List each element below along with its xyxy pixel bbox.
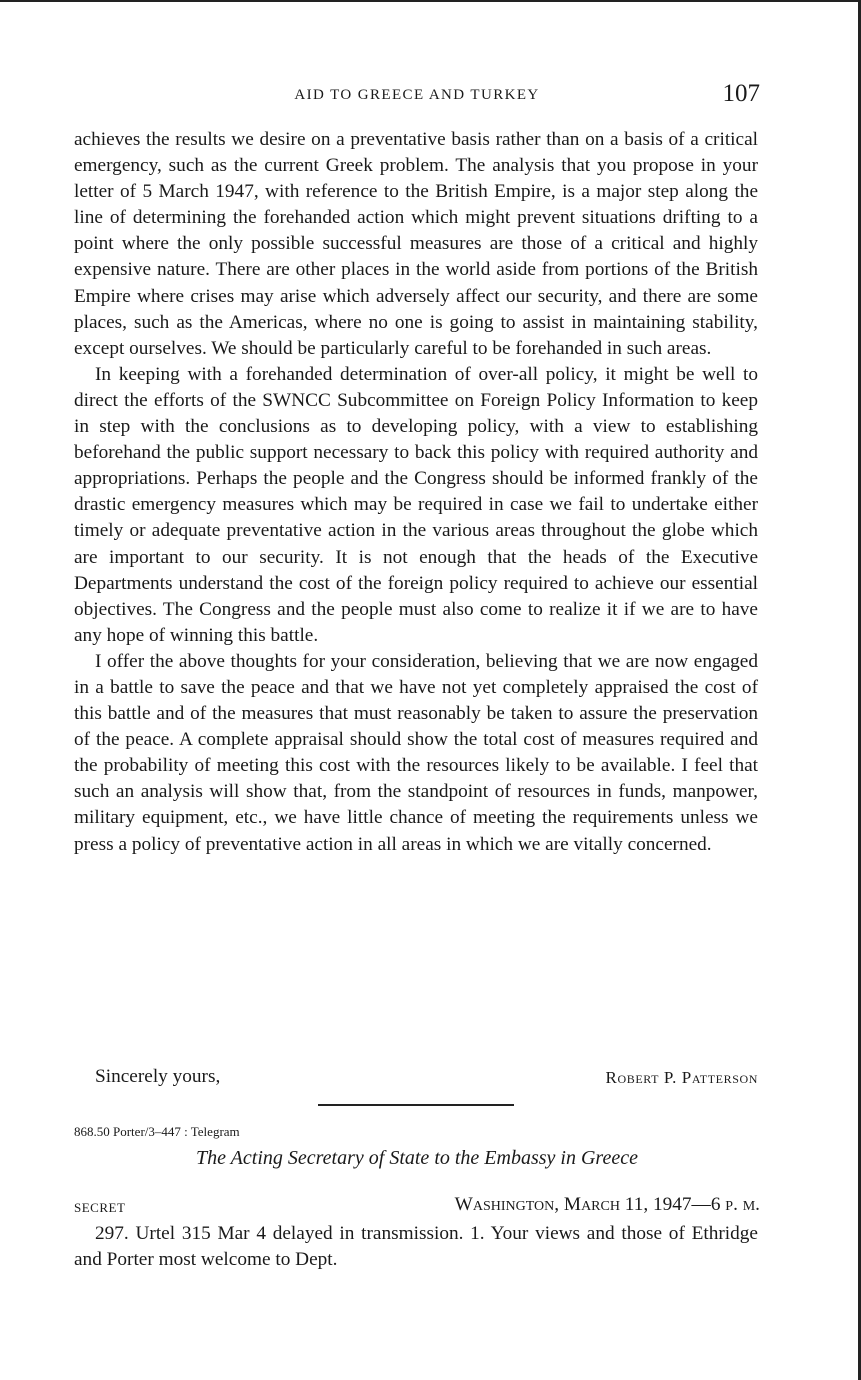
letter-paragraph-3: I offer the above thoughts for your consideration, believing that we are now engaged in a battle to save the peace and that we have not yet completely appraised the cost of this battle and of the measures that must reasonably be taken to assure the preservation of the peace. A complete appraisal should show the total cost of measures required and the probability of meeting this cost with the resources likely to be available. I feel that such an analysis will show that, from the standpoint of resources in funds, manpower, military equipment, etc., we have little chance of meeting the requirements unless we press a policy of preventative action in all areas in which we are vitally concerned.	[74, 650, 758, 855]
dateline	[74, 1194, 760, 1222]
page-edge-top	[0, 0, 861, 2]
page-number: 107	[722, 80, 760, 107]
section-divider	[318, 1104, 514, 1106]
letter-closing	[74, 1066, 760, 1096]
document-title: The Acting Secretary of State to the Embassy in Greece	[196, 1147, 638, 1169]
running-head	[74, 80, 760, 112]
place-and-date: Washington, March 11, 1947—6 p. m.	[454, 1194, 760, 1215]
letter-paragraph-2: In keeping with a forehanded determination of over-all policy, it might be well to direct the efforts of the SWNCC Subcommittee on Foreign Policy Information to keep in step with the conclusions as to developing policy, with a view to establishing beforehand the public support necessary to back this policy with required authority and appropriations. Perhaps the people and the Congress should be informed frankly of the drastic emergency measures which may be required in case we fail to undertake either timely or adequate preventative action in the various areas throughout the globe which are important to our security. It is not enough that the heads of the Executive Departments understand the cost of the foreign policy required to achieve our essential objectives. The Congress and the people must also come to realize it if we are to have any hope of winning this battle.	[74, 363, 758, 646]
telegram-body	[74, 1221, 758, 1273]
letter-body	[74, 127, 758, 858]
classification-label: SECRET	[74, 1200, 126, 1215]
running-title: AID TO GREECE AND TURKEY	[294, 87, 540, 103]
complimentary-close: Sincerely yours,	[95, 1066, 221, 1087]
signature: Robert P. Patterson	[605, 1068, 758, 1087]
letter-paragraph-1: achieves the results we desire on a preventative basis rather than on a basis of a critical emergency, such as the current Greek problem. The analysis that you propose in your letter of 5 March 1947, with reference to the British Empire, is a major step along the line of determining the forehanded action which might prevent situations drifting to a point where the only possible successful measures are those of a critical and highly expensive nature. There are other places in the world aside from portions of the British Empire where crises may arise which adversely affect our security, and there are some places, such as the Americas, where no one is going to assist in maintaining stability, except ourselves. We should be particularly careful to be forehanded in such areas.	[74, 129, 758, 359]
file-reference: 868.50 Porter/3–447 : Telegram	[74, 1124, 240, 1139]
telegram-paragraph: 297. Urtel 315 Mar 4 delayed in transmission. 1. Your views and those of Ethridge and Porter most welcome to Dept.	[74, 1223, 758, 1271]
